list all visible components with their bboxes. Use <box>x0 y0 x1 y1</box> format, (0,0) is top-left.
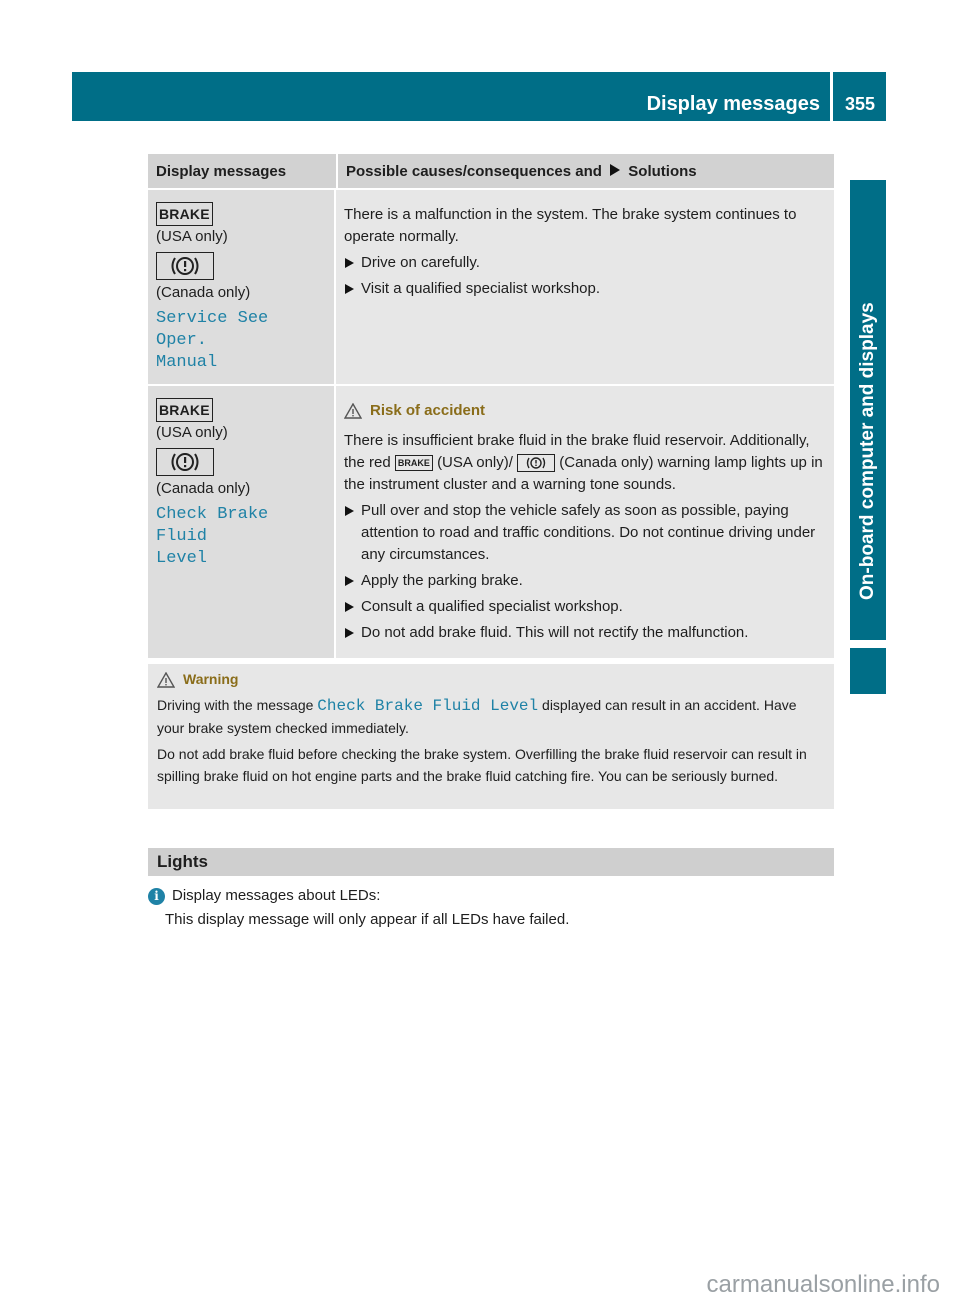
brake-warning-icon-inline: BRAKE <box>395 455 433 471</box>
cause-description: There is a malfunction in the system. The brake system continues to operate normally. <box>344 206 797 245</box>
display-message-text-line1: Service See Oper. <box>156 309 269 350</box>
solution-step: Apply the parking brake. <box>344 570 826 592</box>
causes-solutions-cell <box>336 190 834 386</box>
info-note-line1: Display messages about LEDs: <box>172 887 381 904</box>
display-message-text-line1: Check Brake Fluid <box>156 505 269 546</box>
cause-description <box>344 430 826 496</box>
risk-heading <box>344 400 826 422</box>
table-row <box>148 386 834 658</box>
table-header-row <box>148 154 834 190</box>
warning-text-before: Driving with the message <box>157 697 314 713</box>
page-title: Display messages <box>646 93 820 115</box>
section-heading-lights: Lights <box>148 848 834 876</box>
warning-box <box>148 664 834 809</box>
risk-title: Risk of accident <box>370 402 486 419</box>
info-note-line2: This display message will only appear if all LEDs have failed. <box>165 911 570 928</box>
col-header-causes-solutions <box>336 154 834 190</box>
usa-only-note: (USA only) <box>156 228 228 245</box>
chapter-tab-label: On-board computer and displays <box>857 302 878 600</box>
warning-paragraph-2: Do not add brake fluid before checking the brake system. Overfilling the brake fluid reservoir can result in spilling brake fluid on hot engine parts and the brake fluid catching fire. You can be seriously burned. <box>157 746 807 784</box>
col-header-causes-text: Possible causes/consequences and <box>346 162 602 180</box>
brake-warning-icon: BRAKE <box>156 202 213 226</box>
canada-only-note: (Canada only) <box>156 480 251 497</box>
causes-solutions-cell <box>336 386 834 658</box>
watermark: carmanualsonline.info <box>706 1271 940 1298</box>
solution-step: Pull over and stop the vehicle safely as soon as possible, paying attention to road and traffic conditions. Do not continue driving under any circumstances. <box>344 500 826 566</box>
solution-step: Visit a qualified specialist workshop. <box>344 278 826 300</box>
table-row <box>148 190 834 386</box>
page-number: 355 <box>844 94 876 114</box>
warning-title: Warning <box>183 671 239 687</box>
brake-warning-icon: BRAKE <box>156 398 213 422</box>
cause-description-part3: (Canada only) warning lamp lights up in the instrument cluster and a warning tone sounds. <box>344 454 823 493</box>
solution-step: Drive on carefully. <box>344 252 826 274</box>
warning-triangle-icon <box>157 672 175 688</box>
display-message-text-line2: Level <box>156 549 208 568</box>
cause-description-part1: There is insufficient brake fluid in the brake fluid reservoir. Additionally, the red <box>344 432 810 471</box>
brake-warning-canada-icon <box>156 448 214 476</box>
solution-step: Do not add brake fluid. This will not rectify the malfunction. <box>344 622 826 644</box>
solution-step: Consult a qualified specialist workshop. <box>344 596 826 618</box>
warning-heading <box>157 668 825 690</box>
col-header-display-messages: Display messages <box>148 154 336 190</box>
header-divider <box>830 72 833 121</box>
usa-only-note: (USA only) <box>156 424 228 441</box>
cause-description-part2: (USA only)/ <box>437 454 513 471</box>
info-note <box>148 884 834 932</box>
brake-warning-canada-icon <box>156 252 214 280</box>
warning-text-after: displayed can result in an accident. Have your brake system checked immediately. <box>157 697 797 736</box>
warning-paragraph-1 <box>157 694 825 739</box>
display-messages-table <box>148 154 834 658</box>
info-icon: i <box>148 888 165 905</box>
warning-message-text: Check Brake Fluid Level <box>317 697 539 715</box>
col-header-solutions-text: Solutions <box>628 162 697 180</box>
chapter-marker <box>850 648 886 694</box>
canada-only-note: (Canada only) <box>156 284 251 301</box>
brake-warning-canada-icon-inline <box>517 454 555 472</box>
play-arrow-icon <box>609 163 621 177</box>
display-message-cell <box>148 386 336 658</box>
warning-triangle-icon <box>344 403 362 419</box>
display-message-cell <box>148 190 336 386</box>
display-message-text-line2: Manual <box>156 353 218 372</box>
